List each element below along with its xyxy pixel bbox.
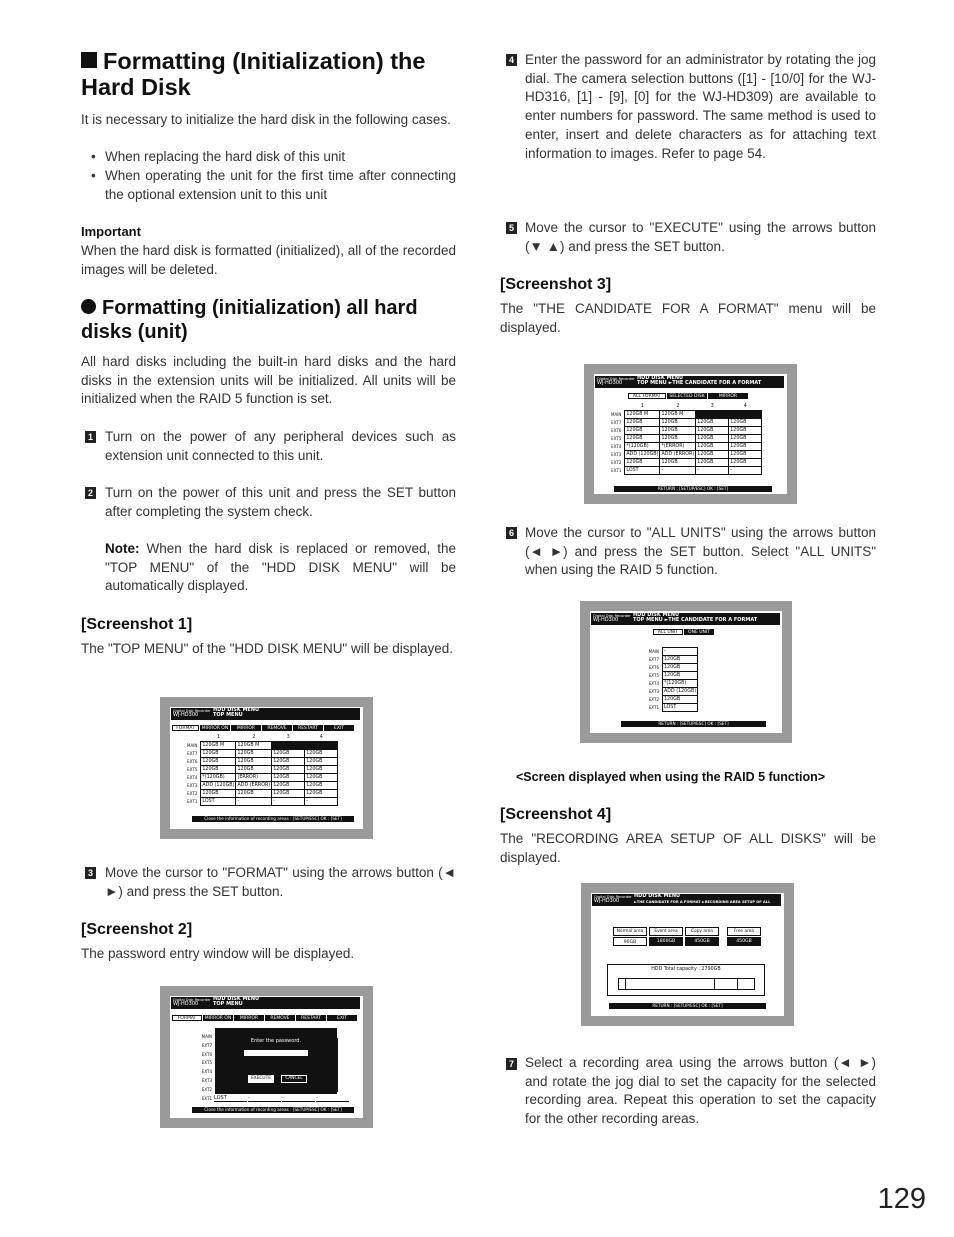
screen-button[interactable]: MIRROR ON	[201, 726, 229, 731]
table-cell: -	[282, 1095, 315, 1102]
table-row: EXT7 120GB 120GB 120GB 120GB	[186, 750, 338, 758]
screen-button[interactable]: MIRROR ON	[204, 1016, 232, 1021]
table-cell[interactable]: 120GB	[663, 664, 698, 672]
table-cell[interactable]: 120GB	[729, 451, 762, 459]
table-row: EXT1 LOST - - -	[186, 798, 338, 806]
table-cell[interactable]: 120GB M	[236, 742, 272, 750]
table-cell[interactable]: 120GB	[696, 435, 729, 443]
screenshot-4-text: The "RECORDING AREA SETUP OF ALL DISKS" will be displayed.	[500, 831, 876, 865]
table-cell[interactable]: *(120GB)	[625, 443, 660, 451]
table-cell[interactable]: -	[236, 798, 272, 806]
unit-label: EXT6	[201, 1051, 212, 1057]
step-6-icon: 6	[506, 527, 517, 539]
unit-labels	[190, 1033, 212, 1103]
screenshot-3-heading: [Screenshot 3]	[500, 276, 612, 293]
step-4-text: Enter the password for an administrator by rotating the jog dial. The camera selection buttons ([1] - [10/0] for the WJ-HD316, [1] - [9], [0] for the WJ-HD309) are available to enter numbers for password. The same method is used to enter, insert and delete characters as for attaching text information to images. Refer to page 54.	[525, 52, 876, 161]
table-cell[interactable]: 120GB	[201, 750, 236, 758]
screen-header: Digital Disk Recorder WJ-HD300 HDD DISK MENU TOP MENU ►THE CANDIDATE FOR A FORMAT	[595, 376, 784, 388]
table-row: EXT5 120GB 120GB 120GB 120GB	[610, 435, 762, 443]
table-cell[interactable]: (ERROR)	[236, 774, 272, 782]
table-cell[interactable]: 120GB	[696, 451, 729, 459]
unit-label: EXT5	[201, 1060, 212, 1066]
table-cell[interactable]: 120GB	[696, 427, 729, 435]
table-cell[interactable]: 120GB	[663, 696, 698, 704]
table-cell[interactable]: 120GB	[272, 774, 305, 782]
screen-header: Digital Disk Recorder WJ-HD300 HDD DISK MENU ►THE CANDIDATE FOR A FORMAT ►RECORDING AREA SETUP OF ALL DISK	[592, 894, 781, 906]
table-cell[interactable]	[696, 411, 729, 419]
screenshot-3	[584, 364, 797, 504]
area-value[interactable]: 450GB	[727, 937, 761, 946]
table-row: EXT2 120GB	[640, 696, 698, 704]
circle-bullet-icon	[81, 299, 96, 314]
screen-button[interactable]: EXIT	[324, 725, 354, 731]
column-header: 1	[216, 734, 220, 740]
table-cell[interactable]: 120GB M	[625, 411, 660, 419]
step-2-icon: 2	[85, 487, 96, 499]
table-cell[interactable]: 120GB	[696, 419, 729, 427]
table-cell[interactable]: 120GB	[305, 750, 338, 758]
table-row: EXT6 120GB 120GB 120GB 120GB	[610, 427, 762, 435]
table-cell[interactable]: 120GB	[696, 443, 729, 451]
screen-button[interactable]: EXIT	[327, 1015, 357, 1021]
total-capacity: HDD Total capacity : 2790GB	[651, 967, 721, 972]
column-header: 1	[640, 403, 644, 409]
table-cell[interactable]: 120GB	[272, 782, 305, 790]
screen-header: Digital Disk Recorder WJ-HD300 HDD DISK MENU TOP MENU	[171, 708, 360, 720]
password-input[interactable]	[244, 1050, 308, 1056]
table-cell[interactable]: -	[305, 798, 338, 806]
table-row: EXT5 120GB 120GB 120GB 120GB	[186, 766, 338, 774]
screen-footer: RETURN : [SETUP/ESC] OK : [SET]	[609, 1003, 766, 1009]
table-row: EXT6 120GB 120GB 120GB 120GB	[186, 758, 338, 766]
table-cell[interactable]: 120GB	[625, 419, 660, 427]
table-cell: -	[248, 1095, 281, 1102]
password-prompt: Enter the password.	[250, 1038, 302, 1044]
table-row: EXT6 120GB	[640, 664, 698, 672]
disk-grid	[610, 403, 762, 475]
screen-footer: RETURN : [SETUP/ESC] OK : [SET]	[621, 721, 766, 727]
table-cell[interactable]: 120GB	[663, 672, 698, 680]
screen-button[interactable]: FORMAT	[172, 1015, 202, 1021]
step-4-icon: 4	[506, 54, 517, 66]
screen-button[interactable]: ONE UNIT	[684, 629, 714, 635]
area-value[interactable]: 90GB	[613, 937, 647, 946]
screen-button[interactable]: REMOVE	[265, 1015, 295, 1021]
unit-label: EXT3	[201, 1077, 212, 1083]
area-value[interactable]: 1800GB	[649, 937, 683, 946]
table-cell[interactable]: 120GB	[660, 459, 696, 467]
step-2-text: Turn on the power of this unit and press the SET button after completing the system check.	[105, 485, 456, 519]
screenshot-1-heading: [Screenshot 1]	[81, 616, 193, 633]
step-6-text: Move the cursor to "ALL UNITS" using the arrows button (◄ ►) and press the SET button. Select "ALL UNITS" when using the RAID 5 function.	[525, 525, 876, 578]
table-row: EXT3 ADD (120GB) ADD (ERROR) 120GB 120GB	[186, 782, 338, 790]
table-cell[interactable]: 120GB	[236, 750, 272, 758]
table-cell[interactable]: ADD (120GB)	[202, 782, 235, 788]
step-1-icon: 1	[85, 431, 96, 443]
column-header: 2	[252, 734, 256, 740]
screen-header: Digital Disk Recorder WJ-HD300 HDD DISK MENU TOP MENU ►THE CANDIDATE FOR A FORMAT	[591, 613, 780, 625]
step-5-text: Move the cursor to "EXECUTE" using the arrows button (▼ ▲) and press the SET button.	[525, 220, 876, 254]
section-text: All hard disks including the built-in hard disks and the hard disks in the extension units will be initialized. All units will be initialized when the RAID 5 function is set.	[81, 354, 456, 407]
disk-grid	[186, 734, 338, 806]
table-cell[interactable]: 120GB	[305, 782, 338, 790]
table-cell[interactable]: ADD (120GB)	[664, 688, 697, 694]
screenshot-4-heading: [Screenshot 4]	[500, 806, 612, 823]
table-cell[interactable]: -	[660, 467, 696, 475]
table-cell[interactable]: 120GB	[305, 758, 338, 766]
table-cell[interactable]: *(ERROR)	[660, 443, 696, 451]
screenshot-2	[160, 986, 373, 1128]
screen-header: Digital Disk Recorder WJ-HD300 HDD DISK MENU TOP MENU	[171, 997, 360, 1009]
step-5-icon: 5	[506, 222, 517, 234]
raid-caption: <Screen displayed when using the RAID 5 function>	[516, 770, 826, 784]
table-cell[interactable]: 120GB	[201, 758, 236, 766]
last-row	[214, 1095, 350, 1102]
table-cell[interactable]: -	[729, 467, 762, 475]
table-cell[interactable]: 120GB	[272, 750, 305, 758]
screen-button[interactable]: MIRROR OFF	[231, 725, 261, 731]
screenshot-3-text: The "THE CANDIDATE FOR A FORMAT" menu will be displayed.	[500, 301, 876, 335]
screen-button-row	[653, 629, 717, 635]
table-row: EXT2 120GB 120GB 120GB 120GB	[186, 790, 338, 798]
table-cell[interactable]: 120GB	[625, 427, 660, 435]
table-row: EXT4 *(120GB) *(ERROR) 120GB 120GB	[610, 443, 762, 451]
column-header: 3	[710, 403, 714, 409]
table-cell[interactable]: 120GB M	[660, 411, 696, 419]
table-cell[interactable]: 120GB	[696, 459, 729, 467]
area-name[interactable]: Free area	[727, 927, 761, 936]
step-3-text: Move the cursor to "FORMAT" using the arrows button (◄ ►) and press the SET button.	[105, 865, 456, 899]
table-cell: -	[316, 1095, 349, 1102]
screen-button[interactable]: ALL UNIT	[653, 629, 683, 635]
table-row: EXT7 120GB	[640, 656, 698, 664]
table-cell[interactable]	[305, 742, 338, 750]
table-cell[interactable]: LOST	[201, 798, 236, 806]
table-cell[interactable]: 120GB	[236, 766, 272, 774]
table-cell[interactable]: ADD (ERROR)	[237, 782, 271, 788]
screen-button-row	[172, 1015, 358, 1027]
screen-button[interactable]: SELECTED DISK	[667, 393, 707, 399]
table-cell[interactable]: 120GB	[660, 427, 696, 435]
screen-button[interactable]: MIRROR FORMAT	[708, 393, 748, 399]
table-cell[interactable]: 120GB	[729, 419, 762, 427]
table-cell[interactable]	[272, 742, 305, 750]
table-cell[interactable]: 120GB	[272, 766, 305, 774]
table-cell[interactable]: -	[272, 798, 305, 806]
important-text: When the hard disk is formatted (initialized), all of the recorded images will be deleted.	[81, 243, 456, 277]
page-number: 129	[877, 1183, 926, 1215]
step-7-icon: 7	[506, 1058, 517, 1070]
capacity-box	[607, 964, 765, 996]
table-cell[interactable]: LOST	[625, 467, 660, 475]
screen-button[interactable]: REMOVE	[262, 725, 292, 731]
recording-areas	[613, 927, 763, 949]
table-row: EXT2 120GB 120GB 120GB 120GB	[610, 459, 762, 467]
intro-bullet-1: • When replacing the hard disk of this unit	[91, 149, 346, 164]
table-cell[interactable]: 120GB M	[201, 742, 236, 750]
screenshot-4	[581, 883, 794, 1026]
table-cell[interactable]: 120GB	[272, 790, 305, 798]
column-header: 4	[743, 403, 747, 409]
area-value[interactable]: 450GB	[685, 937, 719, 946]
table-cell[interactable]: 120GB	[729, 435, 762, 443]
column-header: 3	[286, 734, 290, 740]
table-cell[interactable]: -	[663, 648, 698, 656]
screen-button[interactable]: RESTART	[293, 725, 323, 731]
screen-button[interactable]: ALL FORMAT	[628, 393, 666, 399]
table-cell[interactable]: *(120GB)	[201, 774, 236, 782]
screenshot-1-text: The "TOP MENU" of the "HDD DISK MENU" will be displayed.	[81, 641, 454, 656]
table-cell: LOST	[214, 1095, 247, 1102]
step-1-text: Turn on the power of any peripheral devices such as extension unit connected to this unit.	[105, 429, 456, 463]
screen-button[interactable]: MIRROR OFF	[234, 1015, 264, 1021]
screenshot-2-text: The password entry window will be displayed.	[81, 946, 355, 961]
table-row: EXT4 *(120GB) (ERROR) 120GB 120GB	[186, 774, 338, 782]
screenshot-3-raid	[580, 601, 792, 743]
table-cell[interactable]: 120GB	[305, 774, 338, 782]
table-cell[interactable]: 120GB	[236, 790, 272, 798]
area-name[interactable]: Copy area	[685, 927, 719, 936]
unit-label: EXT1	[201, 1095, 212, 1101]
table-cell[interactable]: 120GB	[236, 758, 272, 766]
table-row: MAIN -	[640, 648, 698, 656]
table-cell[interactable]: ADD (120GB)	[626, 451, 659, 457]
screen-button[interactable]: FORMAT	[172, 725, 199, 731]
screen-button-row	[628, 393, 748, 405]
execute-button[interactable]: EXECUTE	[248, 1075, 274, 1083]
area-name[interactable]: Normal area	[613, 927, 647, 936]
screen-footer: RETURN : [SETUP/ESC] OK : [SET]	[614, 486, 772, 492]
screenshot-1	[160, 697, 373, 839]
screen-footer: Close the information of recording areas : [SETUP/ESC] OK : [SET]	[192, 1107, 354, 1113]
table-cell[interactable]	[729, 411, 762, 419]
page-title: Formatting (Initialization) the Hard Disk	[81, 48, 426, 100]
screen-footer: Close the information of recording areas : [SETUP/ESC] OK : [SET]	[192, 816, 354, 822]
table-cell[interactable]: 120GB	[272, 758, 305, 766]
table-cell[interactable]: 120GB	[660, 435, 696, 443]
unit-label: MAIN	[201, 1034, 212, 1039]
screen-button[interactable]: RESTART	[296, 1015, 326, 1021]
screenshot-2-heading: [Screenshot 2]	[81, 921, 193, 938]
column-header: 2	[676, 403, 680, 409]
step-3-icon: 3	[85, 867, 96, 879]
table-cell[interactable]: -	[696, 467, 729, 475]
section-title: Formatting (initialization) all hard disks (unit)	[81, 297, 418, 343]
table-cell[interactable]: 120GB	[625, 459, 660, 467]
table-cell[interactable]: 120GB	[305, 790, 338, 798]
table-row: EXT4 *(120GB)	[640, 680, 698, 688]
table-row: EXT5 120GB	[640, 672, 698, 680]
table-row: EXT7 120GB 120GB 120GB 120GB	[610, 419, 762, 427]
unit-grid	[640, 647, 698, 712]
table-cell[interactable]: LOST	[663, 704, 698, 712]
table-cell[interactable]: 120GB	[201, 766, 236, 774]
step-7-text: Select a recording area using the arrows button (◄ ►) and rotate the jog dial to set the capacity for the selected recording area. Repeat this operation to set the capacity for the other recording areas.	[525, 1055, 876, 1127]
area-name[interactable]: Event area	[649, 927, 683, 936]
table-cell[interactable]: *(120GB)	[663, 680, 698, 688]
cancel-button[interactable]: CANCEL	[281, 1075, 307, 1083]
important-label: Important	[81, 224, 141, 239]
table-cell[interactable]: 120GB	[625, 435, 660, 443]
table-row: EXT3 ADD (120GB)	[648, 688, 697, 694]
note: Note: When the hard disk is replaced or removed, the "TOP MENU" of the "HDD DISK MENU" will be automatically displayed.	[105, 541, 456, 594]
table-cell[interactable]: 120GB	[660, 419, 696, 427]
capacity-bar	[618, 978, 755, 990]
password-dialog	[215, 1028, 337, 1094]
table-cell[interactable]: 120GB	[201, 790, 236, 798]
table-row: EXT3 ADD (120GB) ADD (ERROR) 120GB 120GB	[610, 451, 762, 459]
unit-label: EXT2	[201, 1086, 212, 1092]
intro-text: It is necessary to initialize the hard disk in the following cases.	[81, 112, 451, 127]
unit-label: EXT4	[201, 1069, 212, 1075]
screen-button-row	[172, 725, 358, 737]
table-cell[interactable]: 120GB	[305, 766, 338, 774]
unit-label: EXT7	[201, 1042, 212, 1048]
table-cell[interactable]: 120GB	[729, 427, 762, 435]
table-cell[interactable]: 120GB	[663, 656, 698, 664]
column-header: 4	[319, 734, 323, 740]
table-row: MAIN 120GB M 120GB M	[610, 411, 762, 419]
square-bullet-icon	[81, 52, 97, 68]
table-cell[interactable]: 120GB	[729, 459, 762, 467]
table-row: MAIN 120GB M 120GB M	[186, 742, 338, 750]
table-cell[interactable]: ADD (ERROR)	[661, 451, 695, 457]
table-cell[interactable]: 120GB	[729, 443, 762, 451]
table-row: EXT1 LOST	[640, 704, 698, 712]
intro-bullet-2: • When operating the unit for the first time after connecting the optional extension unit to this unit	[91, 168, 456, 202]
table-row: EXT1 LOST - - -	[610, 467, 762, 475]
